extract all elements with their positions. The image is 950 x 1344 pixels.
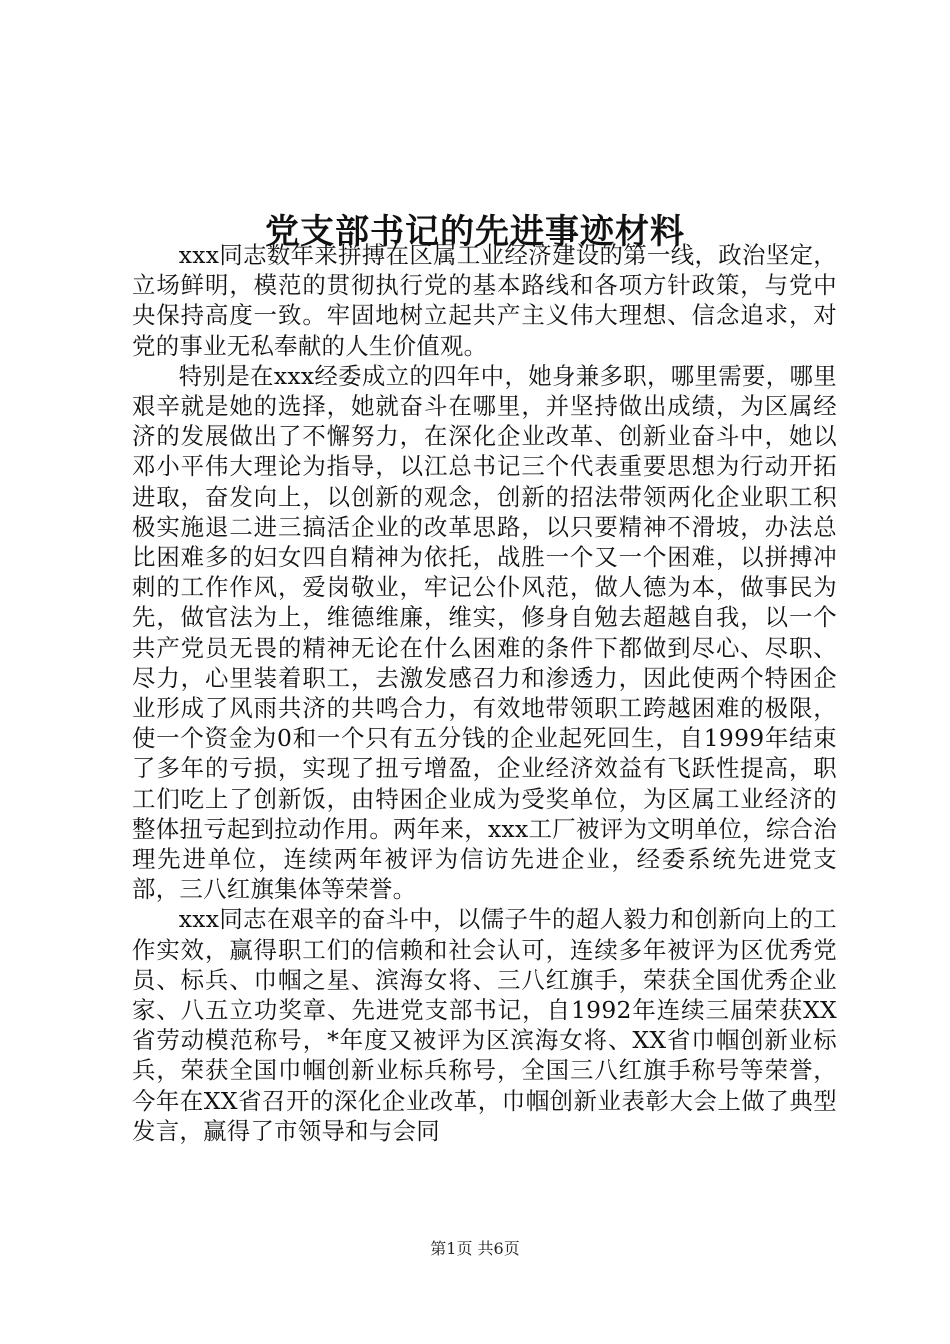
paragraph-2: 特别是在xxx经委成立的四年中，她身兼多职，哪里需要，哪里艰辛就是她的选择，她就奋斗在哪里，并坚持做出成绩，为区属经济的发展做出了不懈努力，在深化企业改革、创新业奋斗中，她以邓小平伟大理论为指导，以江总书记三个代表重要思想为行动开拓进取，奋发向上，以创新的观念，创新的招法带领两化企业职工积极实施退二进三搞活企业的改革思路，以只要精神不滑坡，办法总比困难多的妇女四自精神为依托，战胜一个又一个困难，以拼搏冲刺的工作作风，爱岗敬业，牢记公仆风范，做人德为本，做事民为先，做官法为上，维德维廉，维实，修身自勉去超越自我，以一个共产党员无畏的精神无论在什么困难的条件下都做到尽心、尽职、尽力，心里装着职工，去激发感召力和渗透力，因此使两个特困企业形成了风雨共济的共鸣合力，有效地带领职工跨越困难的极限，使一个资金为0和一个只有五分钱的企业起死回生，自1999年结束了多年的亏损，实现了扭亏增盈，企业经济效益有飞跃性提高，职工们吃上了创新饭，由特困企业成为受奖单位，为区属工业经济的整体扭亏起到拉动作用。两年来，xxx工厂被评为文明单位，综合治理先进单位，连续两年被评为信访先进企业，经委系统先进党支部，三八红旗集体等荣誉。 xyxy=(132,361,837,904)
paragraph-1: xxx同志数年来拼搏在区属工业经济建设的第一线，政治坚定，立场鲜明，模范的贯彻执行党的基本路线和各项方针政策，与党中央保持高度一致。牢固地树立起共产主义伟大理想、信念追求，对党的事业无私奉献的人生价值观。 xyxy=(132,241,837,360)
paragraph-3: xxx同志在艰辛的奋斗中，以儒子牛的超人毅力和创新向上的工作实效，赢得职工们的信赖和社会认可，连续多年被评为区优秀党员、标兵、巾帼之星、滨海女将、三八红旗手，荣获全国优秀企业家、八五立功奖章、先进党支部书记，自1992年连续三届荣获XX省劳动模范称号，*年度又被评为区滨海女将、XX省巾帼创新业标兵，荣获全国巾帼创新业标兵称号，全国三八红旗手称号等荣誉，今年在XX省召开的深化企业改革，巾帼创新业表彰大会上做了典型发言，赢得了市领导和与会同 xyxy=(132,905,837,1145)
document-body xyxy=(132,240,837,1146)
document-title: 党支部书记的先进事迹材料 xyxy=(265,211,685,252)
page-footer: 第1页 共6页 xyxy=(430,1239,520,1258)
